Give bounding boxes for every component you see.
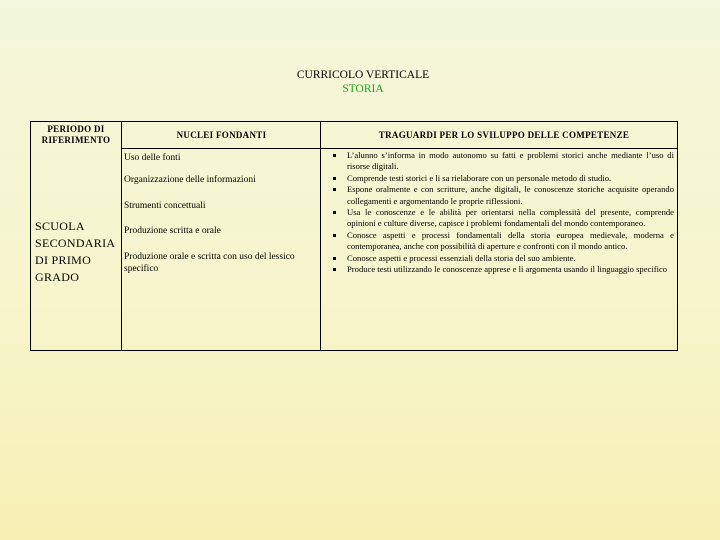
traguardi-list bbox=[331, 150, 674, 275]
column-divider bbox=[121, 122, 122, 350]
traguardo-item: Conosce aspetti e processi essenziali della storia del suo ambiente. bbox=[331, 253, 674, 264]
nucleo-item: Uso delle fonti bbox=[124, 153, 181, 163]
nucleo-item: Produzione scritta e orale bbox=[124, 226, 221, 236]
header-nuclei: NUCLEI FONDANTI bbox=[176, 130, 267, 140]
school-line: GRADO bbox=[35, 270, 80, 284]
school-level bbox=[35, 218, 115, 286]
header-traguardi: TRAGUARDI PER LO SVILUPPO DELLE COMPETENZE bbox=[378, 130, 630, 140]
traguardo-item: Conosce aspetti e processi fondamentali della storia europea medievale, moderna e contemporanea, anche con possibilità di aperture e confronti con il mondo antico. bbox=[331, 230, 674, 253]
traguardo-item: Espone oralmente e con scritture, anche digitali, le conoscenze storiche acquisite operando collegamenti e argomentando le proprie riflessioni. bbox=[331, 184, 674, 207]
curriculum-table bbox=[30, 121, 678, 351]
document-title: CURRICOLO VERTICALE bbox=[296, 69, 430, 81]
school-line: SECONDARIA bbox=[35, 236, 116, 250]
traguardo-item: Comprende testi storici e li sa rielaborare con un personale metodo di studio. bbox=[331, 173, 674, 184]
nucleo-item: Produzione orale e scritta con uso del lessico specifico bbox=[124, 252, 295, 274]
column-divider bbox=[320, 122, 321, 350]
nucleo-item: Organizzazione delle informazioni bbox=[124, 175, 256, 185]
header-divider bbox=[121, 148, 677, 149]
school-line: DI PRIMO bbox=[35, 253, 92, 267]
traguardo-item: Usa le conoscenze e le abilità per orientarsi nella complessità del presente, comprende opinioni e culture diverse, capisce i problemi fondamentali del mondo contemporaneo. bbox=[331, 207, 674, 230]
document-subtitle: STORIA bbox=[342, 83, 384, 95]
school-line: SCUOLA bbox=[35, 219, 85, 233]
traguardo-item: L’alunno s’informa in modo autonomo su fatti e problemi storici anche mediante l’uso di risorse digitali. bbox=[331, 150, 674, 173]
nucleo-item: Strumenti concettuali bbox=[124, 201, 206, 211]
traguardo-item: Produce testi utilizzando le conoscenze apprese e li argomenta usando il linguaggio specifico bbox=[331, 264, 674, 275]
header-periodo: PERIODO DI RIFERIMENTO bbox=[41, 124, 111, 145]
